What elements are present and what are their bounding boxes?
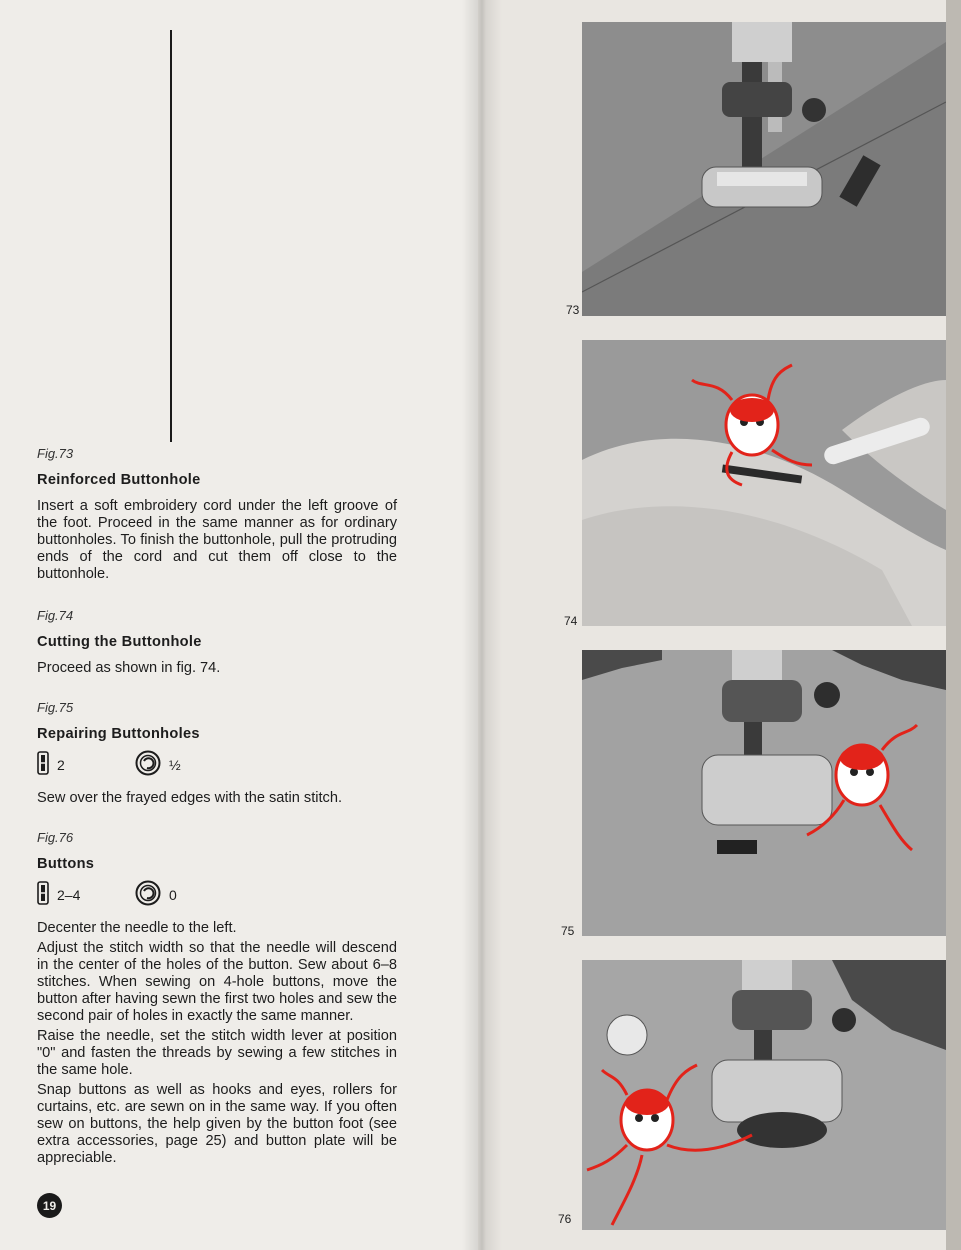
position-setting [135,880,227,911]
paragraph: Sew over the frayed edges with the satin stitch. [37,790,343,806]
position-value: ½ [169,756,181,773]
fig-label: Fig.73 [37,446,74,461]
stitch-width-icon [37,881,49,910]
page-edge [946,0,961,1250]
button-sewing-bee-photo [582,960,946,1230]
section-heading: Cutting the Buttonhole [37,634,202,650]
section-fig73 [37,445,397,583]
satin-stitch-bee-photo [582,650,946,936]
section-fig74 [37,607,397,677]
vertical-rule [170,30,172,442]
book-gutter [462,0,502,1250]
section-fig75 [37,699,397,807]
stitch-settings [37,752,397,778]
stitch-length-dial-icon [135,750,161,781]
paragraph: Snap buttons as well as hooks and eyes, rollers for curtains, etc. are sewn on in the same way. If you often sew on buttons, the help given by the button foot (see extra accessories, page 25) and button plate will be appreciable. [37,1082,397,1166]
stitch-settings [37,882,397,908]
position-setting [135,750,227,781]
text-column [37,445,397,1185]
fig-label: Fig.76 [37,830,74,845]
fig-label: Fig.75 [37,700,74,715]
photo-label: 76 [558,1212,572,1226]
width-value: 2–4 [57,886,81,903]
paragraph: Decenter the needle to the left. [37,920,237,936]
paragraph: Raise the needle, set the stitch width lever at position "0" and fasten the threads by sewing a few stitches in the same hole. [37,1028,397,1078]
width-setting [37,751,129,780]
section-heading: Buttons [37,856,95,872]
paragraph: Insert a soft embroidery cord under the left groove of the foot. Proceed in the same manner as for ordinary buttonholes. To finish the buttonhole, pull the protruding ends of the cord and cut them off close to the buttonhole. [37,498,397,582]
stitch-width-icon [37,751,49,780]
stitch-length-dial-icon [135,880,161,911]
page-number-badge: 19 [37,1193,62,1218]
section-heading: Reinforced Buttonhole [37,472,201,488]
photo-label: 75 [561,924,575,938]
section-heading: Repairing Buttonholes [37,726,200,742]
paragraph: Proceed as shown in fig. 74. [37,660,221,676]
fig-label: Fig.74 [37,608,74,623]
paragraph: Adjust the stitch width so that the needle will descend in the center of the holes of the button. Sew about 6–8 stitches. When sewing on 4-hole buttons, move the button after having sewn the first two holes and sew the second pair of holes in exactly the same manner. [37,940,397,1024]
photo-label: 73 [566,303,580,317]
photo-label: 74 [564,614,578,628]
presser-foot-buttonhole-photo [582,22,946,316]
width-setting [37,881,129,910]
width-value: 2 [57,756,65,773]
position-value: 0 [169,886,177,903]
cutting-buttonhole-bee-photo [582,340,946,626]
section-fig76 [37,829,397,1167]
